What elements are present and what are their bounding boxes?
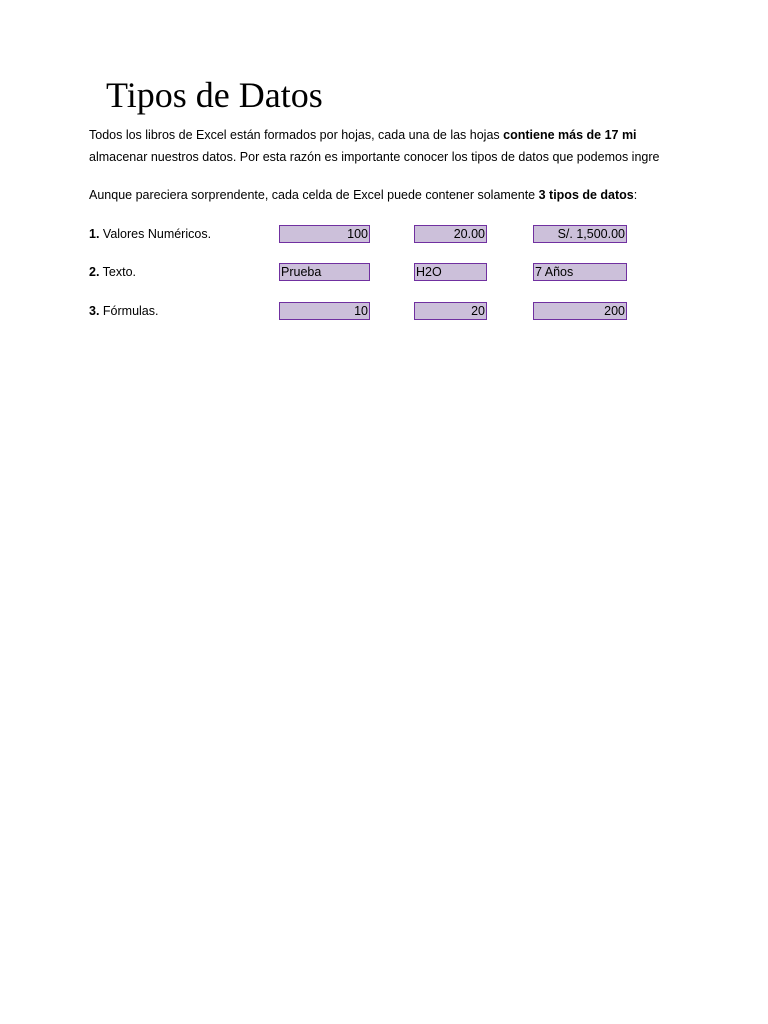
intro-line-1 [89, 124, 637, 146]
row-label-numeric [89, 224, 211, 244]
sentence-colon: : [633, 188, 638, 202]
sentence-bold: 3 tipos de datos [538, 188, 634, 202]
cell-text-2[interactable]: H2O [414, 263, 487, 281]
sentence-text: Aunque pareciera sorprendente, cada celda de Excel puede contener solamente [89, 188, 539, 202]
intro-line-1-text: Todos los libros de Excel están formados por hojas, cada una de las hojas [89, 128, 504, 142]
intro-line-2: almacenar nuestros datos. Por esta razón es importante conocer los tipos de datos que podemos ingre [89, 150, 660, 164]
row-number: 3. [89, 304, 100, 318]
cell-text-1[interactable]: Prueba [279, 263, 370, 281]
cell-numeric-1[interactable]: 100 [279, 225, 370, 243]
intro-paragraph [89, 124, 665, 172]
page-title: Tipos de Datos [106, 75, 323, 115]
row-number: 2. [89, 265, 100, 279]
cell-text-3[interactable]: 7 Años [533, 263, 627, 281]
intro-line-1-bold: contiene más de 17 mi [503, 128, 637, 142]
row-label-formulas [89, 301, 158, 321]
cell-numeric-3[interactable]: S/. 1,500.00 [533, 225, 627, 243]
cell-numeric-2[interactable]: 20.00 [414, 225, 487, 243]
row-label-text: Valores Numéricos. [99, 227, 212, 241]
cell-formula-3[interactable]: 200 [533, 302, 627, 320]
cell-formula-2[interactable]: 20 [414, 302, 487, 320]
row-label-text: Fórmulas. [99, 304, 159, 318]
data-types-sentence [89, 184, 637, 206]
cell-formula-1[interactable]: 10 [279, 302, 370, 320]
row-label-text-type [89, 262, 136, 282]
row-label-text: Texto. [99, 265, 137, 279]
row-number: 1. [89, 227, 100, 241]
